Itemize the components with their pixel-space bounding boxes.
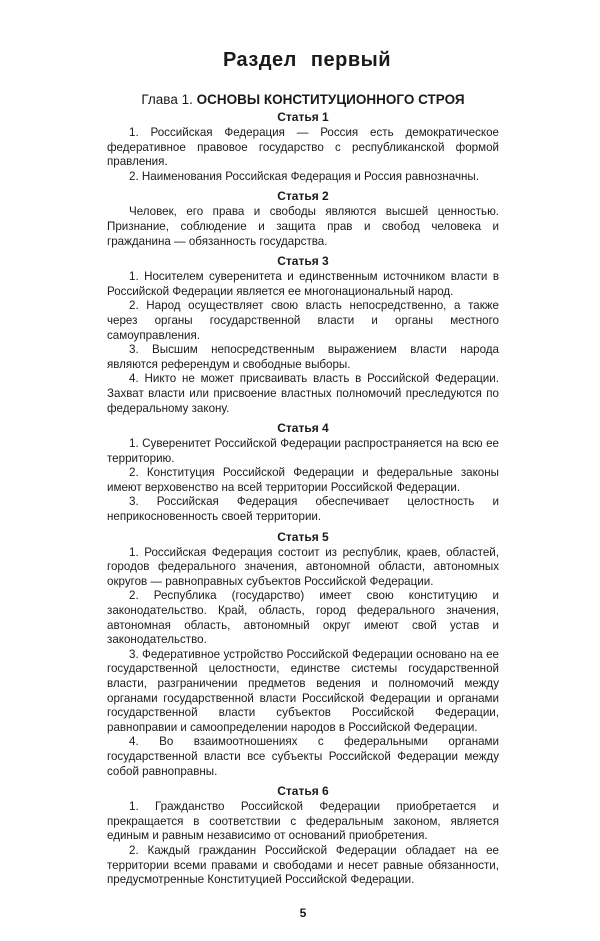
article-1 xyxy=(107,110,499,184)
article-paragraph: 4. Никто не может присваивать власть в Российской Федерации. Захват власти или присвоение властных полномочий преследуются по федеральному закону. xyxy=(107,372,499,415)
article-paragraph: 3. Высшим непосредственным выражением власти народа являются референдум и свободные выборы. xyxy=(107,343,499,371)
article-4 xyxy=(107,421,499,525)
article-paragraph: 3. Российская Федерация обеспечивает целостность и неприкосновенность своей территории. xyxy=(107,495,499,524)
article-5 xyxy=(107,530,499,780)
article-paragraph: 1. Суверенитет Российской Федерации распространяется на всю ее территорию. xyxy=(107,437,499,465)
article-paragraph: 2. Конституция Российской Федерации и федеральные законы имеют верховенство на всей территории Российской Федерации. xyxy=(107,466,499,494)
article-paragraph: 2. Народ осуществляет свою власть непосредственно, а также через органы государственной власти и органы местного самоуправления. xyxy=(107,299,499,342)
article-title: Статья 1 xyxy=(277,110,329,124)
article-paragraph: 3. Федеративное устройство Российской Федерации основано на ее государственной целостности, единстве системы государственной власти, разграничении предметов ведения и полномочий между органами государственной власти Российской Федерации и органами государственной власти субъектов Российской Федерации, равноправии и самоопределении народов в Российской Федерации. xyxy=(107,647,499,734)
article-paragraph: 1. Российская Федерация состоит из республик, краев, областей, городов федерального значения, автономной области, автономных округов — равноправных субъектов Российской Федерации. xyxy=(107,545,499,588)
article-title: Статья 6 xyxy=(277,784,329,799)
article-paragraph: 2. Каждый гражданин Российской Федерации обладает на ее территории всеми правами и свободами и несет равные обязанности, предусмотренные Конституцией Российской Федерации. xyxy=(107,843,499,887)
chapter-title: ОСНОВЫ КОНСТИТУЦИОННОГО СТРОЯ xyxy=(196,92,465,107)
article-paragraph: 1. Носителем суверенитета и единственным источником власти в Российской Федерации является ее многонациональный народ. xyxy=(107,270,499,298)
article-title: Статья 5 xyxy=(277,529,329,544)
article-3 xyxy=(107,254,499,416)
article-paragraph: 2. Республика (государство) имеет свою конституцию и законодательство. Край, область, город федерального значения, автономная область, автономный округ имеют свой устав и законодательство. xyxy=(107,589,499,647)
article-paragraph: 1. Гражданство Российской Федерации приобретается и прекращается в соответствии с федеральным законом, является единым и равным независимо от оснований приобретения. xyxy=(107,800,499,843)
article-paragraph: 4. Во взаимоотношениях с федеральными органами государственной власти все субъекты Российской Федерации между собой равноправны. xyxy=(107,735,499,778)
article-title: Статья 4 xyxy=(277,421,329,436)
article-title: Статья 3 xyxy=(277,254,329,269)
article-6 xyxy=(107,784,499,888)
chapter-label: Глава 1. xyxy=(141,92,193,107)
section-title: Раздел первый xyxy=(222,49,392,71)
article-2 xyxy=(107,189,499,249)
document-page xyxy=(107,0,499,941)
article-title: Статья 2 xyxy=(277,189,329,204)
article-paragraph: 2. Наименования Российская Федерация и Россия равнозначны. xyxy=(129,169,479,183)
chapter-heading xyxy=(107,92,499,108)
articles-list xyxy=(107,110,499,888)
article-paragraph: 1. Российская Федерация — Россия есть демократическое федеративное правовое государство с республиканской формой правления. xyxy=(107,126,499,169)
article-paragraph: Человек, его права и свободы являются высшей ценностью. Признание, соблюдение и защита прав и свобод человека и гражданина — обязанность государства. xyxy=(107,205,499,248)
page-number: 5 xyxy=(299,905,307,920)
